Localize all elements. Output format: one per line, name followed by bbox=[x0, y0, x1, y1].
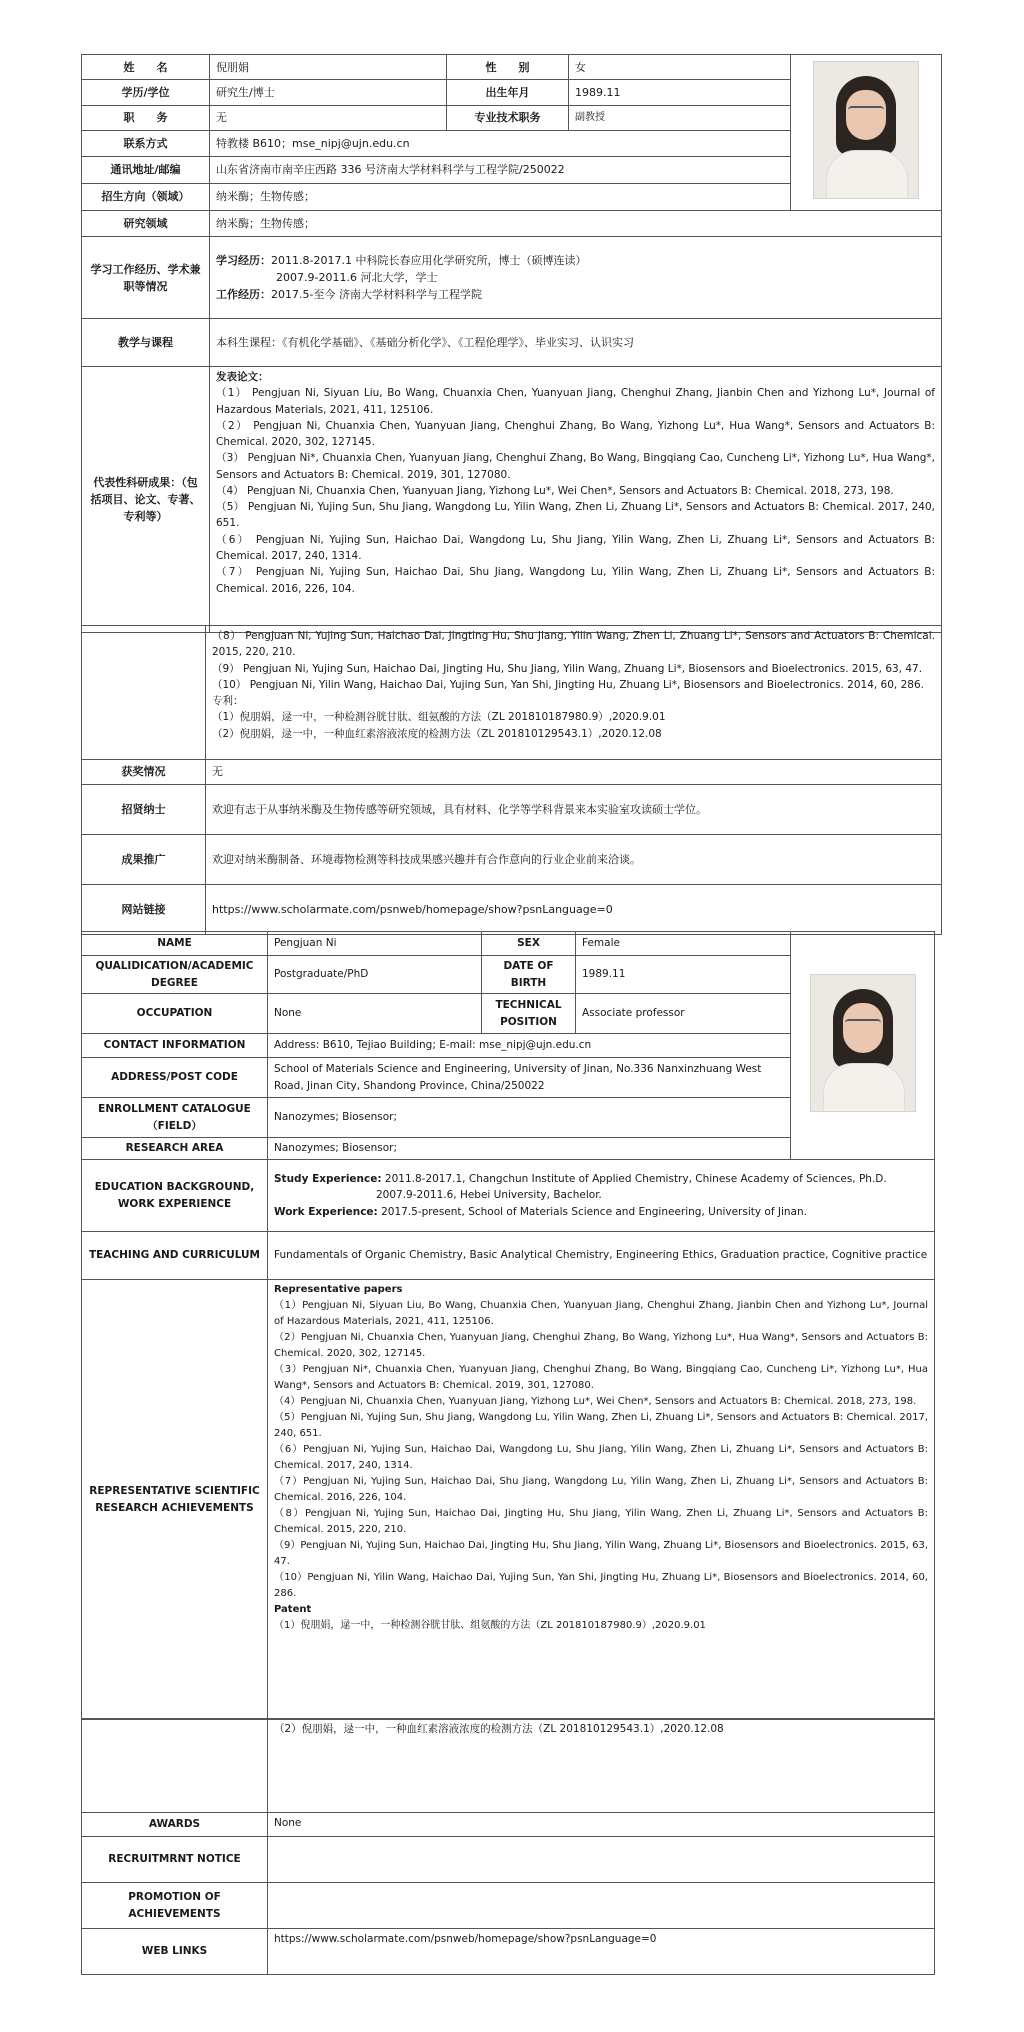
en-enroll-label: ENROLLMENT CATALOGUE（FIELD） bbox=[82, 1098, 268, 1138]
en-ach-label: REPRESENTATIVE SCIENTIFIC RESEARCH ACHIEVEMENTS bbox=[82, 1280, 268, 1720]
en-patent-heading: Patent bbox=[274, 1604, 312, 1615]
zh-title-label: 专业技术职务 bbox=[447, 105, 569, 130]
en-edu-value bbox=[268, 1160, 935, 1232]
paper-item: （10） Pengjuan Ni, Yilin Wang, Haichao Dai, Yujing Sun, Yan Shi, Jingting Hu, Zhuang Li*, Biosensors and Bioelectronics. 2014, 60, 286. bbox=[212, 678, 924, 691]
zh-work-1: 2017.5-至今 济南大学材料科学与工程学院 bbox=[271, 288, 482, 302]
paper-item: （7） Pengjuan Ni, Yujing Sun, Haichao Dai, Shu Jiang, Wangdong Lu, Yilin Wang, Zhen Li, Zhuang Li*, Sensors and Actuators B: Chemical. 2016, 226, 104. bbox=[216, 566, 935, 595]
patent-item: （2）倪朋娟，逯一中，一种血红素溶液浓度的检测方法（ZL 201810129543.1）,2020.12.08 bbox=[274, 1723, 724, 1735]
zh-awards-label: 获奖情况 bbox=[82, 760, 206, 785]
en-study-label: Study Experience: bbox=[274, 1173, 382, 1186]
zh-contact-value: 特教楼 B610；mse_nipj@ujn.edu.cn bbox=[210, 130, 791, 156]
en-awards-label: AWARDS bbox=[82, 1813, 268, 1837]
paper-item: （2）Pengjuan Ni, Chuanxia Chen, Yuanyuan Jiang, Chenghui Zhang, Bo Wang, Yizhong Lu*, Hua Wang*, Sensors and Actuators B: Chemical. 2020, 302, 127145. bbox=[274, 1332, 928, 1359]
zh-patent-heading: 专利： bbox=[212, 695, 244, 708]
zh-papers-cell bbox=[210, 367, 942, 633]
patent-item: （2）倪朋娟，逯一中，一种血红素溶液浓度的检测方法（ZL 201810129543.1）,2020.12.08 bbox=[212, 727, 662, 740]
en-recruit-value bbox=[268, 1837, 935, 1883]
zh-photo-cell bbox=[791, 55, 942, 211]
zh-enroll-value: 纳米酶；生物传感； bbox=[210, 183, 791, 210]
en-degree-label: QUALIDICATION/ACADEMIC DEGREE bbox=[82, 956, 268, 994]
en-research-label: RESEARCH AREA bbox=[82, 1138, 268, 1160]
zh-edu-value bbox=[210, 237, 942, 319]
paper-item: （5）Pengjuan Ni, Yujing Sun, Shu Jiang, Wangdong Lu, Yilin Wang, Zhen Li, Zhuang Li*, Sensors and Actuators B: Chemical. 2017, 240, 651. bbox=[274, 1412, 928, 1439]
paper-item: （2） Pengjuan Ni, Chuanxia Chen, Yuanyuan Jiang, Chenghui Zhang, Bo Wang, Yizhong Lu*, Hua Wang*, Sensors and Actuators B: Chemical. 2020, 302, 127145. bbox=[216, 419, 935, 449]
en-address-label: ADDRESS/POST CODE bbox=[82, 1058, 268, 1098]
zh-recruit-label: 招贤纳士 bbox=[82, 785, 206, 835]
zh-edu-label: 学习工作经历、学术兼职等情况 bbox=[82, 237, 210, 319]
zh-teach-value: 本科生课程：《有机化学基础》、《基础分析化学》、《工程伦理学》、毕业实习、认识实习 bbox=[210, 319, 942, 367]
zh-title-value: 副教授 bbox=[569, 105, 791, 130]
paper-item: （8） Pengjuan Ni, Yujing Sun, Haichao Dai, Jingting Hu, Shu Jiang, Yilin Wang, Zhen Li, Zhuang Li*, Sensors and Actuators B: Chemical. 2015, 220, 210. bbox=[212, 630, 935, 659]
en-sex-value: Female bbox=[576, 932, 791, 956]
en-photo-cell bbox=[791, 932, 935, 1160]
zh-teach-label: 教学与课程 bbox=[82, 319, 210, 367]
paper-item: （7）Pengjuan Ni, Yujing Sun, Haichao Dai, Shu Jiang, Wangdong Lu, Yilin Wang, Zhen Li, Zhuang Li*, Sensors and Actuators B: Chemical. 2016, 226, 104. bbox=[274, 1476, 928, 1503]
zh-name-value: 倪朋娟 bbox=[210, 55, 447, 80]
zh-enroll-label: 招生方向（领域） bbox=[82, 183, 210, 210]
en-occ-value: None bbox=[268, 994, 482, 1034]
en-degree-value: Postgraduate/PhD bbox=[268, 956, 482, 994]
paper-item: （6）Pengjuan Ni, Yujing Sun, Haichao Dai, Wangdong Lu, Shu Jiang, Yilin Wang, Zhen Li, Zhuang Li*, Sensors and Actuators B: Chemical. 2017, 240, 1314. bbox=[274, 1444, 928, 1471]
en-papers-cell bbox=[268, 1280, 935, 1720]
en-name-value: Pengjuan Ni bbox=[268, 932, 482, 956]
en-study-2: 2007.9-2011.6, Hebei University, Bachelor. bbox=[376, 1189, 602, 1202]
en-profile-table bbox=[81, 931, 935, 1720]
paper-item: （8）Pengjuan Ni, Yujing Sun, Haichao Dai, Jingting Hu, Shu Jiang, Yilin Wang, Zhen Li, Zhuang Li*, Sensors and Actuators B: Chemical. 2015, 220, 210. bbox=[274, 1508, 928, 1535]
zh-ach-label: 代表性科研成果：（包括项目、论文、专著、专利等） bbox=[82, 367, 210, 633]
zh-address-value: 山东省济南市南辛庄西路 336 号济南大学材料科学与工程学院/250022 bbox=[210, 157, 791, 183]
zh-papers-heading: 发表论文： bbox=[216, 371, 269, 384]
paper-item: （4）Pengjuan Ni, Chuanxia Chen, Yuanyuan Jiang, Yizhong Lu*, Wei Chen*, Sensors and Actuators B: Chemical. 2018, 273, 198. bbox=[274, 1396, 917, 1407]
zh-research-label: 研究领域 bbox=[82, 211, 210, 237]
zh-birth-label: 出生年月 bbox=[447, 80, 569, 105]
en-occ-label: OCCUPATION bbox=[82, 994, 268, 1034]
en-papers-heading: Representative papers bbox=[274, 1284, 403, 1295]
zh-study-2: 2007.9-2011.6 河北大学，学士 bbox=[276, 271, 438, 285]
en-profile-table-continued bbox=[81, 1718, 935, 1975]
paper-item: （3） Pengjuan Ni*, Chuanxia Chen, Yuanyuan Jiang, Chenghui Zhang, Bo Wang, Bingqiang Cao, Cuncheng Li*, Yizhong Lu*, Hua Wang*, Sensors and Actuators B: Chemical. 2019, 301, 127080. bbox=[216, 452, 935, 481]
zh-degree-label: 学历/学位 bbox=[82, 80, 210, 105]
en-work-label: Work Experience: bbox=[274, 1205, 378, 1218]
zh-research-value: 纳米酶；生物传感； bbox=[210, 211, 942, 237]
en-tech-label: TECHNICAL POSITION bbox=[482, 994, 576, 1034]
paper-item: （1） Pengjuan Ni, Siyuan Liu, Bo Wang, Chuanxia Chen, Yuanyuan Jiang, Chenghui Zhang, Jianbin Chen and Yizhong Lu*, Journal of Hazardous Materials, 2021, 411, 125106. bbox=[216, 387, 935, 416]
zh-gender-value: 女 bbox=[569, 55, 791, 80]
paper-item: （5） Pengjuan Ni, Yujing Sun, Shu Jiang, Wangdong Lu, Yilin Wang, Zhen Li, Zhuang Li*, Sensors and Actuators B: Chemical. 2017, 240, 651. bbox=[216, 501, 935, 530]
en-promo-label: PROMOTION OF ACHIEVEMENTS bbox=[82, 1883, 268, 1929]
paper-item: （9）Pengjuan Ni, Yujing Sun, Haichao Dai, Jingting Hu, Shu Jiang, Yilin Wang, Zhuang Li*, Biosensors and Bioelectronics. 2015, 63, 47. bbox=[274, 1540, 928, 1567]
zh-promo-value: 欢迎对纳米酶制备、环境毒物检测等科技成果感兴趣并有合作意向的行业企业前来洽谈。 bbox=[206, 835, 942, 885]
zh-post-value: 无 bbox=[210, 105, 447, 130]
en-contact-value: Address: B610, Tejiao Building; E-mail: mse_nipj@ujn.edu.cn bbox=[268, 1034, 791, 1058]
en-tech-value: Associate professor bbox=[576, 994, 791, 1034]
zh-contact-label: 联系方式 bbox=[82, 130, 210, 156]
en-research-value: Nanozymes; Biosensor; bbox=[268, 1138, 791, 1160]
en-edu-label: EDUCATION BACKGROUND, WORK EXPERIENCE bbox=[82, 1160, 268, 1232]
zh-web-label: 网站链接 bbox=[82, 885, 206, 935]
en-name-label: NAME bbox=[82, 932, 268, 956]
en-web-link[interactable]: https://www.scholarmate.com/psnweb/homepage/show?psnLanguage=0 bbox=[268, 1929, 935, 1975]
zh-papers-cont-cell bbox=[206, 626, 942, 760]
zh-awards-value: 无 bbox=[206, 760, 942, 785]
zh-study-label: 学习经历： bbox=[216, 253, 271, 267]
en-promo-value bbox=[268, 1883, 935, 1929]
en-recruit-label: RECRUITMRNT NOTICE bbox=[82, 1837, 268, 1883]
portrait-photo bbox=[810, 974, 916, 1112]
en-enroll-value: Nanozymes; Biosensor; bbox=[268, 1098, 791, 1138]
en-cont-label-empty bbox=[82, 1719, 268, 1813]
paper-item: （1）Pengjuan Ni, Siyuan Liu, Bo Wang, Chuanxia Chen, Yuanyuan Jiang, Chenghui Zhang, Jianbin Chen and Yizhong Lu*, Journal of Hazardous Materials, 2021, 411, 125106. bbox=[274, 1300, 928, 1327]
en-teach-label: TEACHING AND CURRICULUM bbox=[82, 1232, 268, 1280]
en-address-value: School of Materials Science and Engineering, University of Jinan, No.336 Nanxinzhuang West Road, Jinan City, Shandong Province, China/250022 bbox=[268, 1058, 791, 1098]
zh-profile-table bbox=[81, 54, 942, 633]
en-study-1: 2011.8-2017.1, Changchun Institute of Applied Chemistry, Chinese Academy of Sciences, Ph.D. bbox=[381, 1173, 887, 1186]
paper-item: （9） Pengjuan Ni, Yujing Sun, Haichao Dai, Jingting Hu, Shu Jiang, Yilin Wang, Zhuang Li*, Biosensors and Bioelectronics. 2015, 63, 47. bbox=[212, 662, 923, 675]
paper-item: （6） Pengjuan Ni, Yujing Sun, Haichao Dai, Wangdong Lu, Shu Jiang, Yilin Wang, Zhen Li, Zhuang Li*, Sensors and Actuators B: Chemical. 2017, 240, 1314. bbox=[216, 533, 935, 562]
zh-post-label: 职 务 bbox=[82, 105, 210, 130]
paper-item: （10）Pengjuan Ni, Yilin Wang, Haichao Dai, Yujing Sun, Yan Shi, Jingting Hu, Zhuang Li*, Biosensors and Bioelectronics. 2014, 60, 286. bbox=[274, 1572, 928, 1599]
en-teach-value: Fundamentals of Organic Chemistry, Basic Analytical Chemistry, Engineering Ethics, Graduation practice, Cognitive practice bbox=[268, 1232, 935, 1280]
en-patent-cont-cell bbox=[268, 1719, 935, 1813]
zh-work-label: 工作经历： bbox=[216, 288, 271, 302]
en-birth-value: 1989.11 bbox=[576, 956, 791, 994]
patent-item: （1）倪朋娟，逯一中，一种检测谷胱甘肽、组氨酸的方法（ZL 201810187980.9）,2020.9.01 bbox=[274, 1620, 706, 1631]
zh-promo-label: 成果推广 bbox=[82, 835, 206, 885]
en-sex-label: SEX bbox=[482, 932, 576, 956]
zh-gender-label: 性 别 bbox=[447, 55, 569, 80]
zh-web-link[interactable]: https://www.scholarmate.com/psnweb/homepage/show?psnLanguage=0 bbox=[206, 885, 942, 935]
zh-recruit-value: 欢迎有志于从事纳米酶及生物传感等研究领域，具有材料、化学等学科背景来本实验室攻读硕士学位。 bbox=[206, 785, 942, 835]
zh-cont-label-empty bbox=[82, 626, 206, 760]
patent-item: （1）倪朋娟，逯一中，一种检测谷胱甘肽、组氨酸的方法（ZL 201810187980.9）,2020.9.01 bbox=[212, 711, 666, 724]
zh-address-label: 通讯地址/邮编 bbox=[82, 157, 210, 183]
zh-birth-value: 1989.11 bbox=[569, 80, 791, 105]
en-contact-label: CONTACT INFORMATION bbox=[82, 1034, 268, 1058]
en-awards-value: None bbox=[268, 1813, 935, 1837]
zh-profile-table-continued bbox=[81, 625, 942, 935]
zh-degree-value: 研究生/博士 bbox=[210, 80, 447, 105]
paper-item: （3）Pengjuan Ni*, Chuanxia Chen, Yuanyuan Jiang, Chenghui Zhang, Bo Wang, Bingqiang Cao, Cuncheng Li*, Yizhong Lu*, Hua Wang*, Sensors and Actuators B: Chemical. 2019, 301, 127080. bbox=[274, 1364, 928, 1391]
en-work-1: 2017.5-present, School of Materials Science and Engineering, University of Jinan. bbox=[377, 1205, 807, 1218]
zh-name-label: 姓 名 bbox=[82, 55, 210, 80]
portrait-photo bbox=[813, 61, 919, 199]
paper-item: （4） Pengjuan Ni, Chuanxia Chen, Yuanyuan Jiang, Yizhong Lu*, Wei Chen*, Sensors and Actuators B: Chemical. 2018, 273, 198. bbox=[216, 484, 894, 497]
en-web-label: WEB LINKS bbox=[82, 1929, 268, 1975]
en-birth-label: DATE OF BIRTH bbox=[482, 956, 576, 994]
zh-study-1: 2011.8-2017.1 中科院长春应用化学研究所，博士（硕博连读） bbox=[271, 253, 587, 267]
